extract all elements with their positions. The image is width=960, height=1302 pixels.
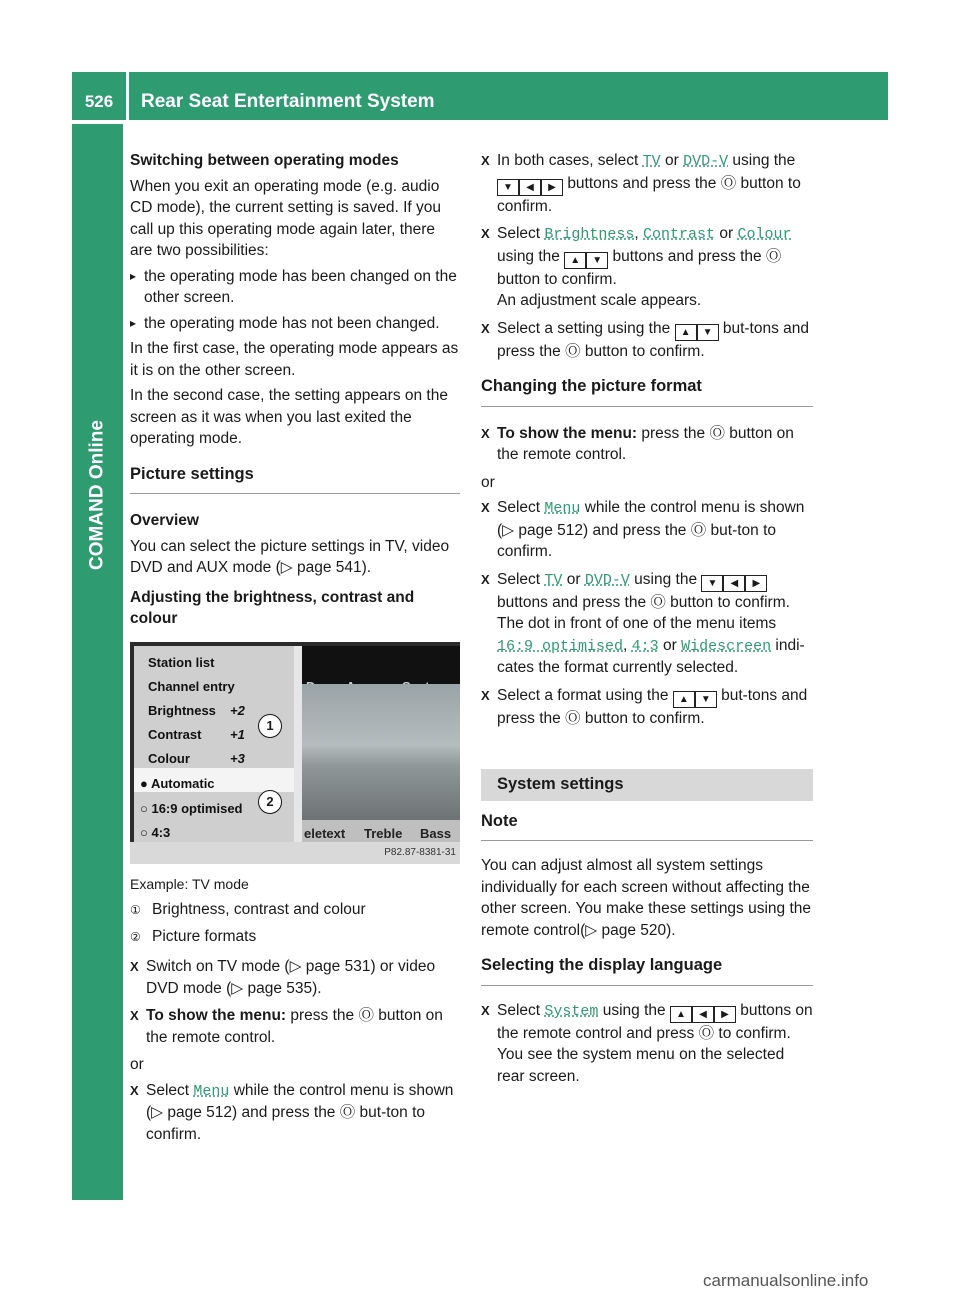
down-key-icon: ▼ [701, 575, 723, 592]
tv-top-bar [302, 646, 460, 684]
paragraph: In the second case, the setting appears on the screen as it was when you last exited the operating mode. [130, 387, 448, 447]
system-settings-bar: System settings [481, 769, 813, 801]
section-heading-note: Note [481, 811, 813, 842]
section-heading-picture-format: Changing the picture format [481, 376, 813, 407]
figure-caption: Example: TV mode [130, 875, 249, 892]
up-key-icon: ▲ [673, 691, 695, 708]
left-key-icon: ◀ [723, 575, 745, 592]
menu-item-station-list: Station list [148, 654, 215, 670]
up-key-icon: ▲ [564, 252, 586, 269]
page-title: Rear Seat Entertainment System [141, 91, 435, 112]
menu-scrollbar [294, 646, 302, 842]
step-select-setting: X Select a setting using the ▲ ▼ but-tons and press the Ⓞ button to confirm. [481, 318, 813, 363]
bottom-item-treble: Treble [364, 825, 403, 841]
or-text: or [481, 473, 495, 491]
tv-mode-screenshot [130, 642, 460, 864]
menu-item-contrast: Contrast [148, 726, 202, 742]
up-key-icon: ▲ [675, 324, 697, 341]
figure-code: P82.87-8381-31 [130, 842, 460, 864]
right-key-icon: ▶ [541, 179, 563, 196]
menu-item-16-9-optimised: ○ 16:9 optimised [140, 800, 243, 816]
header-separator [126, 72, 129, 120]
step-select-format: X Select a format using the ▲ ▼ but-tons and press the Ⓞ button to confirm. [481, 685, 813, 730]
bullet-item: ▸ the operating mode has not been changed. [130, 313, 460, 335]
paragraph: In the first case, the operating mode appears as it is on the other screen. [130, 340, 459, 379]
legend-item-2: ② Picture formats [130, 926, 460, 949]
callout-1: 1 [258, 714, 282, 738]
circle-1-icon: ① [130, 903, 141, 917]
section-heading-display-language: Selecting the display language [481, 955, 813, 986]
bottom-item-teletext: eletext [304, 825, 346, 841]
left-key-icon: ◀ [692, 1006, 714, 1023]
sidebar-label: COMAND Online [86, 420, 108, 570]
contrast-value: +1 [230, 726, 245, 742]
paragraph: You can select the picture settings in TV, video DVD and AUX mode (▷ page 541). [130, 537, 450, 576]
menu-item-brightness: Brightness [148, 702, 216, 718]
step-switch-on: X Switch on TV mode (▷ page 531) or video DVD mode (▷ page 535). [130, 956, 460, 999]
heading-switching-modes: Switching between operating modes [130, 152, 399, 169]
step-show-menu: X To show the menu: press the Ⓞ button on the remote control. [481, 423, 813, 466]
menu-item-colour: Colour [148, 750, 190, 766]
legend-item-1: ① Brightness, contrast and colour [130, 899, 460, 922]
paragraph: When you exit an operating mode (e.g. audio CD mode), the current setting is saved. If you call up this operating mode again later, there are two possibilities: [130, 177, 441, 259]
step-select-menu: X Select Menu while the control menu is shown (▷ page 512) and press the Ⓞ but-ton to confirm. [130, 1080, 460, 1146]
right-key-icon: ▶ [745, 575, 767, 592]
step-select-tv-dvd-format: X Select TV or DVD-V using the ▼ ◀ ▶ buttons and press the Ⓞ button to confirm. The dot in front of one of the menu items 16:9 optimised, 4:3 or Widescreen indi-cates the format currently selected. [481, 569, 813, 679]
brightness-value: +2 [230, 702, 245, 718]
watermark-text: carmanualsonline.info [703, 1271, 869, 1290]
step-show-menu: X To show the menu: press the Ⓞ button on the remote control. [130, 1005, 460, 1048]
subheading-overview: Overview [130, 512, 199, 529]
down-key-icon: ▼ [586, 252, 608, 269]
step-select-system: X Select System using the ▲ ◀ ▶ buttons on the remote control and press Ⓞ to confirm. You see the system menu on the selected rear screen. [481, 1000, 813, 1088]
page-number: 526 [84, 92, 114, 111]
tv-picture [302, 684, 460, 820]
menu-item-automatic: ● Automatic [140, 775, 215, 791]
step-select-menu: X Select Menu while the control menu is shown (▷ page 512) and press the Ⓞ but-ton to confirm. [481, 497, 813, 563]
step-select-brightness: X Select Brightness, Contrast or Colour using the ▲ ▼ buttons and press the Ⓞ button to confirm. An adjustment scale appears. [481, 223, 813, 312]
right-key-icon: ▶ [714, 1006, 736, 1023]
circle-2-icon: ② [130, 929, 141, 944]
or-text: or [130, 1056, 144, 1073]
colour-value: +3 [230, 750, 245, 766]
callout-2: 2 [258, 790, 282, 814]
section-sidebar [72, 124, 123, 1200]
down-key-icon: ▼ [497, 179, 519, 196]
left-column [130, 150, 460, 1151]
note-paragraph: You can adjust almost all system settings individually for each screen without affecting the other screen. You make these settings using the remote control(▷ page 520). [481, 857, 812, 939]
down-key-icon: ▼ [695, 691, 717, 708]
up-key-icon: ▲ [670, 1006, 692, 1023]
section-heading-picture-settings: Picture settings [130, 464, 460, 495]
right-column [481, 150, 813, 1093]
menu-item-4-3: ○ 4:3 [140, 824, 171, 840]
bottom-item-bass: Bass [420, 825, 452, 841]
down-key-icon: ▼ [697, 324, 719, 341]
menu-item-channel-entry: Channel entry [148, 678, 235, 694]
step-select-tv-dvd: X In both cases, select TV or DVD-V using the ▼ ◀ ▶ buttons and press the Ⓞ button to confirm. [481, 150, 813, 217]
bullet-item: ▸ the operating mode has been changed on the other screen. [130, 266, 460, 309]
subheading-adjusting: Adjusting the brightness, contrast and colour [130, 588, 415, 627]
tv-bottom-bar [302, 820, 460, 842]
left-key-icon: ◀ [519, 179, 541, 196]
